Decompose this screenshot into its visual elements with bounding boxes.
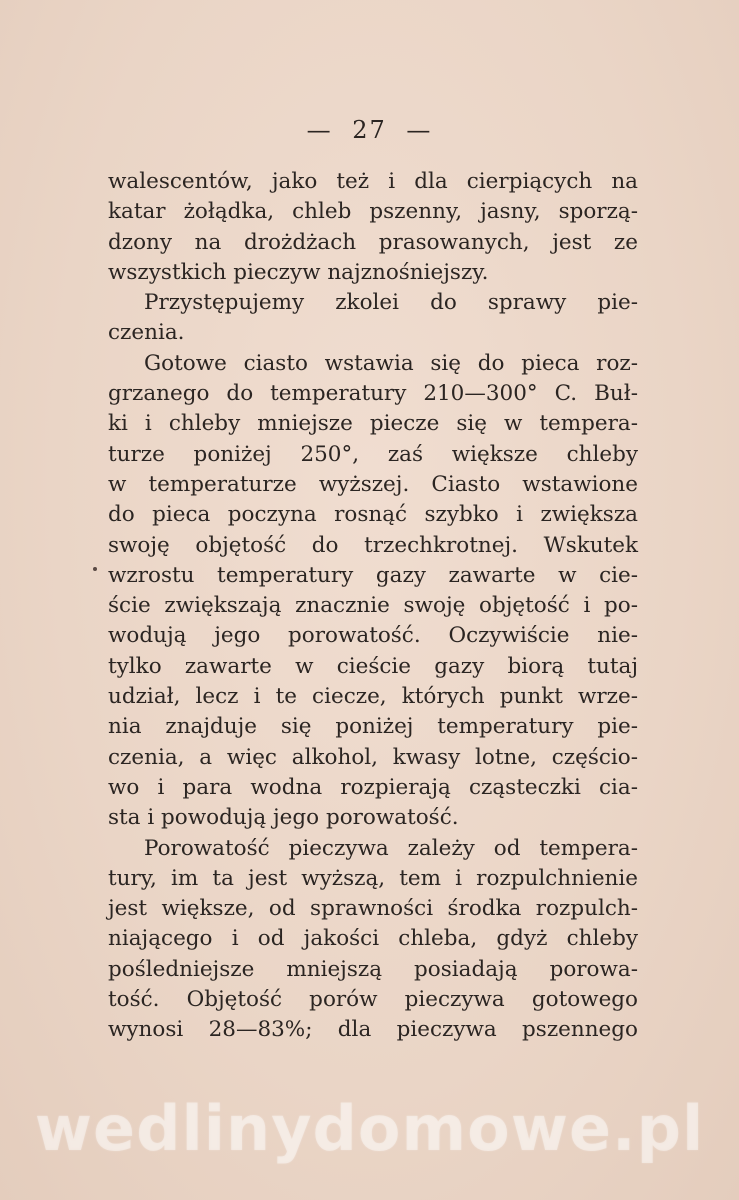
text-line: wszystkich pieczyw najznośniejszy. <box>108 259 489 285</box>
text-line: pośledniejsze mniejszą posiadają porowa- <box>108 956 638 982</box>
text-line: wzrostu temperatury gazy zawarte w cie- <box>108 562 638 588</box>
text-line: Przystępujemy zkolei do sprawy pie- <box>144 290 638 316</box>
text-line: walescentów, jako też i dla cierpiących na <box>108 169 638 194</box>
text-line: tylko zawarte w cieście gazy biorą tutaj <box>108 653 638 679</box>
text-line: katar żołądka, chleb pszenny, jasny, sporzą- <box>108 199 638 225</box>
text-line: dzony na drożdżach prasowanych, jest ze <box>108 229 638 255</box>
text-line: nia znajduje się poniżej temperatury pie- <box>108 714 638 740</box>
text-line: ki i chleby mniejsze piecze się w tempera- <box>108 411 638 437</box>
text-line: tury, im ta jest wyższą, tem i rozpulchnienie <box>108 865 638 891</box>
text-line: Gotowe ciasto wstawia się do pieca roz- <box>144 350 638 376</box>
text-line: wynosi 28—83%; dla pieczywa pszennego <box>108 1017 638 1043</box>
text-line: sta i powodują jego porowatość. <box>108 805 459 831</box>
text-line: wo i para wodna rozpierają cząsteczki cia- <box>108 774 638 800</box>
text-line: swoję objętość do trzechkrotnej. Wskutek <box>108 532 638 558</box>
text-line: do pieca poczyna rosnąć szybko i zwiększa <box>108 502 638 528</box>
text-line: udział, lecz i te ciecze, których punkt wrze- <box>108 684 638 710</box>
text-line: ście zwiększają znacznie swoję objętość i po- <box>108 593 638 619</box>
text-line: tość. Objętość porów pieczywa gotowego <box>108 987 638 1013</box>
text-line: jest większe, od sprawności środka rozpulch- <box>108 896 638 922</box>
text-line: grzanego do temperatury 210—300° C. Buł- <box>108 381 638 407</box>
text-line: Porowatość pieczywa zależy od tempera- <box>144 835 638 861</box>
text-line: czenia. <box>108 320 185 346</box>
text-line: turze poniżej 250°, zaś większe chleby <box>108 441 638 467</box>
text-line: czenia, a więc alkohol, kwasy lotne, częścio- <box>108 744 638 770</box>
ink-speck <box>93 567 97 571</box>
watermark: wedlinydomowe.pl <box>34 1092 705 1165</box>
text-line: niającego i od jakości chleba, gdyż chleby <box>108 926 638 952</box>
body-text <box>108 167 638 1046</box>
text-line: w temperaturze wyższej. Ciasto wstawione <box>108 471 638 497</box>
text-line: wodują jego porowatość. Oczywiście nie- <box>108 623 638 649</box>
page-number: — 27 — <box>306 116 433 144</box>
